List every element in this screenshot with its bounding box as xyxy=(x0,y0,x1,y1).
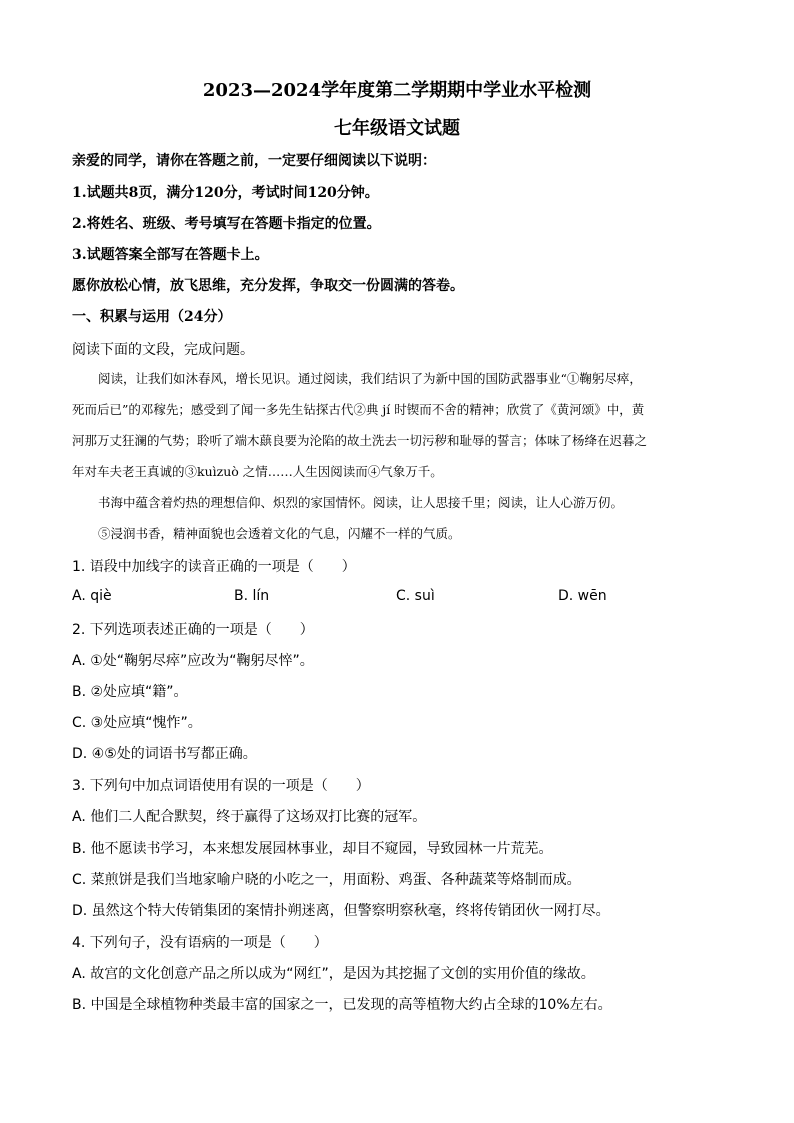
question-2-stem: 2. 下列选项表述正确的一项是（ ） xyxy=(72,622,314,638)
passage-line-3: 河那万丈狂澜的气势；聆听了端木蕻良要为沦陷的故土洗去一切污秽和耻辱的誓言；体味了杨绛在迟暮之 xyxy=(72,433,648,448)
question-1-option-d: D. wēn xyxy=(558,588,607,604)
instruction-item-1: 1.试题共8页，满分120分，考试时间120分钟。 xyxy=(72,185,379,201)
question-2-option-c: C. ③处应填“愧怍”。 xyxy=(72,715,202,731)
instruction-item-2: 2.将姓名、班级、考号填写在答题卡指定的位置。 xyxy=(72,216,381,232)
exam-subtitle: 七年级语文试题 xyxy=(334,118,460,139)
question-3-option-b: B. 他不愿读书学习，本来想发展园林事业，却目不窥园，导致园林一片荒芜。 xyxy=(72,841,553,857)
question-2-option-b: B. ②处应填“籍”。 xyxy=(72,684,188,700)
question-3-option-c: C. 菜煎饼是我们当地家喻户晓的小吃之一，用面粉、鸡蛋、各种蔬菜等烙制而成。 xyxy=(72,872,581,888)
question-3-option-a: A. 他们二人配合默契，终于赢得了这场双打比赛的冠军。 xyxy=(72,809,427,825)
section-heading: 一、积累与运用（24分） xyxy=(72,309,232,325)
passage-line-4: 年对车夫老王真诚的③kuìzuò 之情……人生因阅读而④气象万千。 xyxy=(72,464,443,479)
question-3-option-d: D. 虽然这个特大传销集团的案情扑朔迷离，但警察明察秋毫，终将传销团伙一网打尽。 xyxy=(72,903,610,919)
question-2-option-d: D. ④⑤处的词语书写都正确。 xyxy=(72,746,257,762)
question-3-stem: 3. 下列句中加点词语使用有误的一项是（ ） xyxy=(72,778,370,794)
question-1-option-b: B. lín xyxy=(234,588,270,604)
question-2-option-a: A. ①处“鞠躬尽瘁”应改为“鞠躬尽悴”。 xyxy=(72,653,314,669)
passage-line-2: 死而后已”的邓稼先；感受到了闻一多先生钻探古代②典 jí 时锲而不舍的精神；欣赏了《黄河颂》中，黄 xyxy=(72,402,645,417)
passage-line-5: 书海中蕴含着灼热的理想信仰、炽烈的家国情怀。阅读，让人思接千里；阅读，让人心游万仞。 xyxy=(98,495,624,510)
question-1-option-c: C. suì xyxy=(396,588,435,604)
question-4-option-b: B. 中国是全球植物种类最丰富的国家之一，已发现的高等植物大约占全球的10%左右。 xyxy=(72,997,612,1013)
question-4-option-a: A. 故宫的文化创意产品之所以成为“网红”，是因为其挖掘了文创的实用价值的缘故。 xyxy=(72,966,595,982)
instructions-intro: 亲爱的同学，请你在答题之前，一定要仔细阅读以下说明： xyxy=(72,153,436,169)
question-1-stem: 1. 语段中加线字的读音正确的一项是（ ） xyxy=(72,559,356,575)
passage-line-1: 阅读，让我们如沐春风，增长见识。通过阅读，我们结识了为新中国的国防武器事业“①鞠躬尽瘁， xyxy=(98,371,642,386)
section-prompt: 阅读下面的文段，完成问题。 xyxy=(72,342,254,358)
exam-title: 2023—2024学年度第二学期期中学业水平检测 xyxy=(202,80,592,101)
question-1-option-a: A. qiè xyxy=(72,588,112,604)
question-1-options xyxy=(72,588,732,604)
passage-line-6: ⑤浸润书香，精神面貌也会透着文化的气息，闪耀不一样的气质。 xyxy=(98,526,461,541)
instruction-item-3: 3.试题答案全部写在答题卡上。 xyxy=(72,247,269,263)
question-4-stem: 4. 下列句子，没有语病的一项是（ ） xyxy=(72,935,328,951)
instructions-wish: 愿你放松心情，放飞思维，充分发挥，争取交一份圆满的答卷。 xyxy=(72,278,464,294)
